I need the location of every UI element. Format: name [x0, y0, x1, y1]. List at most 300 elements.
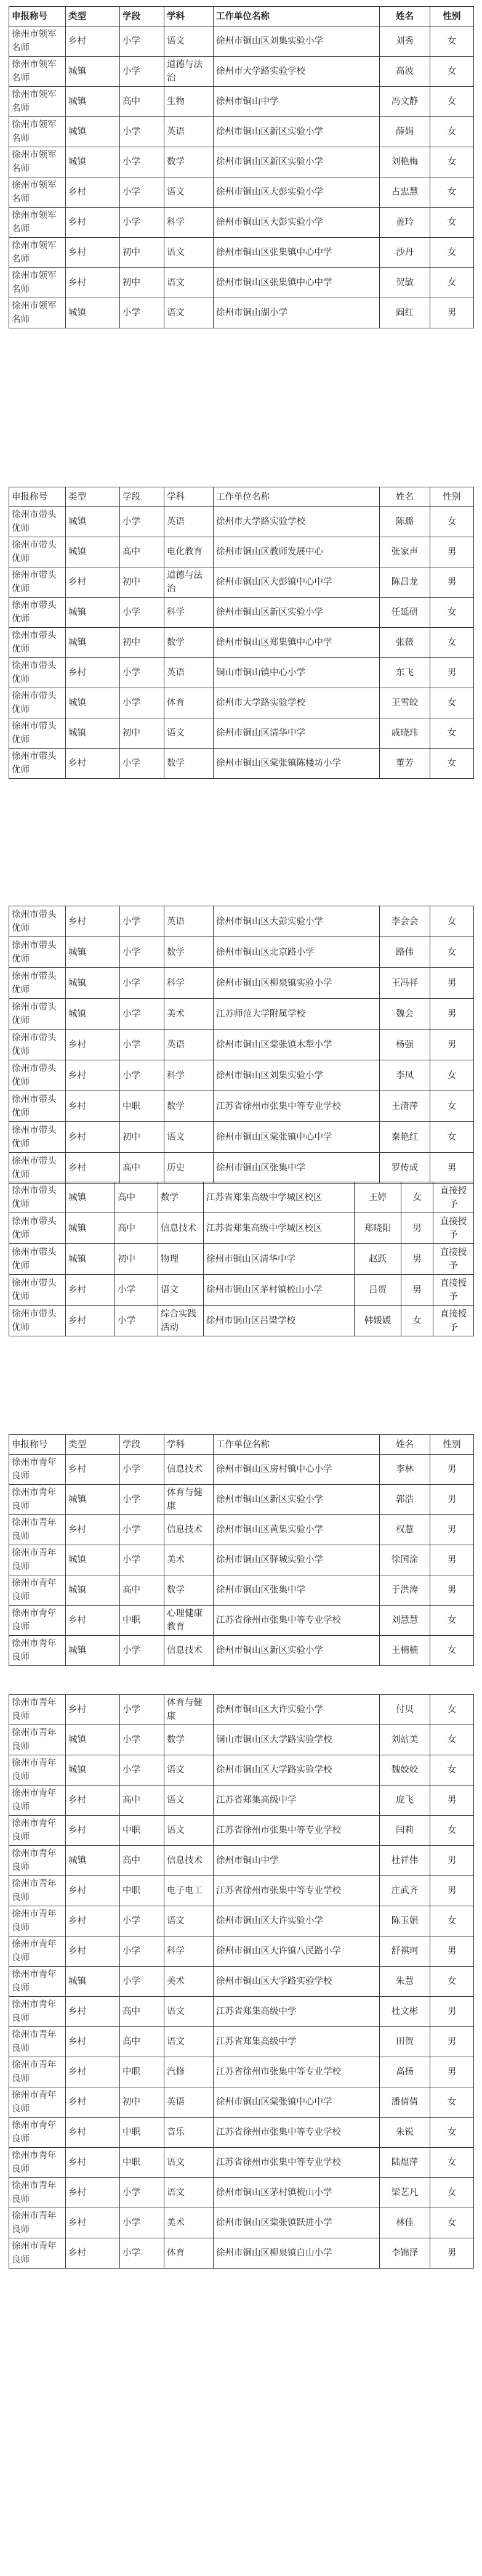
subject-cell: 语文: [164, 1786, 214, 1816]
table-row: [9, 1786, 474, 1816]
gender-cell: 女: [430, 1967, 474, 1997]
name-cell: 王婷: [355, 1182, 401, 1213]
type-cell: 乡村: [66, 2118, 120, 2148]
name-cell: 杜祥伟: [380, 1846, 430, 1876]
title-cell: 徐州市青年良师: [9, 1725, 66, 1755]
gender-cell: 女: [430, 2148, 474, 2178]
title-cell: 徐州市青年良师: [9, 1967, 66, 1997]
unit-cell: 徐州市铜山区北京路小学: [214, 937, 380, 968]
type-cell: 乡村: [66, 2208, 120, 2238]
stage-cell: 小学: [120, 1060, 164, 1091]
gender-cell: 女: [430, 2208, 474, 2238]
note-cell: 直接授予: [433, 1182, 474, 1213]
name-cell: 贺敏: [380, 268, 430, 298]
gender-cell: 男: [430, 658, 474, 688]
name-cell: 陆煜萍: [380, 2148, 430, 2178]
staff-table: [9, 487, 474, 779]
name-cell: 魏会: [380, 999, 430, 1030]
subject-cell: 生物: [164, 87, 214, 117]
unit-cell: 徐州市铜山区张集中学: [214, 1153, 380, 1184]
title-cell: 徐州市青年良师: [9, 1455, 66, 1485]
stage-cell: 小学: [120, 749, 164, 779]
title-cell: 徐州市带头优师: [9, 1091, 66, 1122]
unit-cell: 徐州市铜山区张集中学: [214, 1575, 380, 1606]
column-header: 类型: [66, 1435, 120, 1455]
name-cell: 于洪涛: [380, 1575, 430, 1606]
stage-cell: 小学: [120, 999, 164, 1030]
subject-cell: 数学: [164, 1725, 214, 1755]
name-cell: 冯文静: [380, 87, 430, 117]
type-cell: 乡村: [66, 1906, 120, 1936]
gender-cell: 男: [430, 1876, 474, 1906]
gender-cell: 女: [430, 1060, 474, 1091]
unit-cell: 徐州市铜山中学: [214, 87, 380, 117]
gender-cell: 女: [430, 177, 474, 208]
type-cell: 乡村: [66, 1153, 120, 1184]
gender-cell: 女: [430, 1695, 474, 1725]
name-cell: 占忠慧: [380, 177, 430, 208]
subject-cell: 科学: [164, 208, 214, 238]
table-row: [9, 1876, 474, 1906]
column-header: 工作单位名称: [214, 7, 380, 26]
column-header: 姓名: [380, 7, 430, 26]
name-cell: 梁艺凡: [380, 2178, 430, 2208]
type-cell: 乡村: [66, 2027, 120, 2057]
gender-cell: 男: [401, 1275, 433, 1306]
subject-cell: 电子电工: [164, 1876, 214, 1906]
table-row: [9, 87, 474, 117]
title-cell: 徐州市青年良师: [9, 1906, 66, 1936]
type-cell: 城镇: [66, 937, 120, 968]
stage-cell: 小学: [120, 1030, 164, 1060]
gender-cell: 女: [430, 906, 474, 937]
type-cell: 乡村: [66, 1936, 120, 1967]
gender-cell: 男: [430, 1485, 474, 1515]
gender-cell: 女: [430, 507, 474, 537]
unit-cell: 徐州市铜山湖小学: [214, 298, 380, 328]
subject-cell: 体育与健康: [164, 1695, 214, 1725]
header-row: [9, 1435, 474, 1455]
stage-cell: 初中: [120, 718, 164, 749]
column-header: 学科: [164, 487, 214, 507]
type-cell: 城镇: [66, 1725, 120, 1755]
name-cell: 陈玉娟: [380, 1906, 430, 1936]
name-cell: 盖玲: [380, 208, 430, 238]
title-cell: 徐州市带头优师: [9, 1306, 66, 1336]
title-cell: 徐州市带头优师: [9, 598, 66, 628]
unit-cell: 徐州市铜山区驿城实验小学: [214, 1545, 380, 1575]
name-cell: 高扬: [380, 2057, 430, 2087]
subject-cell: 体育与健康: [164, 1485, 214, 1515]
title-cell: 徐州市带头优师: [9, 567, 66, 598]
table-row: [9, 507, 474, 537]
header-row: [9, 7, 474, 26]
stage-cell: 初中: [120, 268, 164, 298]
subject-cell: 数学: [164, 1575, 214, 1606]
table-row: [9, 1606, 474, 1636]
table-row: [9, 1725, 474, 1755]
subject-cell: 英语: [164, 507, 214, 537]
stage-cell: 中职: [120, 2057, 164, 2087]
title-cell: 徐州市带头优师: [9, 906, 66, 937]
name-cell: 李会会: [380, 906, 430, 937]
stage-cell: 小学: [120, 658, 164, 688]
name-cell: 田贺: [380, 2027, 430, 2057]
name-cell: 王清萍: [380, 1091, 430, 1122]
table-row: [9, 1485, 474, 1515]
unit-cell: 徐州市铜山区大彭实验小学: [214, 208, 380, 238]
unit-cell: 江苏省徐州市张集中等专业学校: [214, 1876, 380, 1906]
stage-cell: 小学: [115, 1306, 158, 1336]
table-row: [9, 537, 474, 567]
table-row: [9, 1545, 474, 1575]
name-cell: 沙丹: [380, 238, 430, 268]
subject-cell: 美术: [164, 1545, 214, 1575]
stage-cell: 小学: [120, 1636, 164, 1666]
name-cell: 任延研: [380, 598, 430, 628]
gender-cell: 女: [430, 1636, 474, 1666]
stage-cell: 高中: [120, 2027, 164, 2057]
name-cell: 李锦泽: [380, 2238, 430, 2269]
title-cell: 徐州市带头优师: [9, 507, 66, 537]
subject-cell: 语文: [158, 1275, 204, 1306]
type-cell: 乡村: [66, 1816, 120, 1846]
subject-cell: 信息技术: [164, 1515, 214, 1545]
stage-cell: 小学: [115, 1275, 158, 1306]
gender-cell: 女: [430, 1122, 474, 1153]
subject-cell: 英语: [164, 1030, 214, 1060]
type-cell: 城镇: [66, 688, 120, 718]
subject-cell: 语文: [164, 1755, 214, 1786]
unit-cell: 徐州市铜山区清华中学: [204, 1244, 355, 1275]
name-cell: 刘站美: [380, 1725, 430, 1755]
stage-cell: 中职: [120, 1091, 164, 1122]
unit-cell: 徐州市大学路实验学校: [214, 507, 380, 537]
unit-cell: 徐州市铜山区柳泉镇白山小学: [214, 2238, 380, 2269]
table-row: [9, 1060, 474, 1091]
title-cell: 徐州市领军名师: [9, 238, 66, 268]
subject-cell: 汽修: [164, 2057, 214, 2087]
table-row: [9, 999, 474, 1030]
table-row: [9, 1213, 474, 1244]
type-cell: 城镇: [66, 1182, 115, 1213]
title-cell: 徐州市领军名师: [9, 208, 66, 238]
table-row: [9, 1091, 474, 1122]
title-cell: 徐州市青年良师: [9, 1876, 66, 1906]
column-header: 性别: [430, 7, 474, 26]
unit-cell: 徐州市铜山区棠张镇中心中学: [214, 1122, 380, 1153]
name-cell: 赵跃: [355, 1244, 401, 1275]
type-cell: 乡村: [66, 2148, 120, 2178]
subject-cell: 信息技术: [164, 1455, 214, 1485]
name-cell: 朱锐: [380, 2118, 430, 2148]
stage-cell: 小学: [120, 2238, 164, 2269]
gender-cell: 男: [430, 2027, 474, 2057]
subject-cell: 信息技术: [164, 1846, 214, 1876]
stage-cell: 小学: [120, 906, 164, 937]
name-cell: 刘秀: [380, 26, 430, 57]
header-row: [9, 487, 474, 507]
name-cell: 秦艳红: [380, 1122, 430, 1153]
title-cell: 徐州市青年良师: [9, 2087, 66, 2118]
name-cell: 陈昌龙: [380, 567, 430, 598]
stage-cell: 初中: [120, 238, 164, 268]
name-cell: 林佳: [380, 2208, 430, 2238]
subject-cell: 数学: [158, 1182, 204, 1213]
type-cell: 城镇: [66, 1846, 120, 1876]
gender-cell: 男: [430, 567, 474, 598]
stage-cell: 小学: [120, 208, 164, 238]
stage-cell: 小学: [120, 177, 164, 208]
gender-cell: 男: [430, 1545, 474, 1575]
stage-cell: 小学: [120, 1936, 164, 1967]
table-row: [9, 1846, 474, 1876]
title-cell: 徐州市青年良师: [9, 2148, 66, 2178]
unit-cell: 徐州市铜山区茅村镇梳山小学: [214, 2178, 380, 2208]
name-cell: 董芳: [380, 749, 430, 779]
subject-cell: 英语: [164, 658, 214, 688]
stage-cell: 小学: [120, 298, 164, 328]
table-row: [9, 147, 474, 177]
name-cell: 魏姣姣: [380, 1755, 430, 1786]
subject-cell: 语文: [164, 1997, 214, 2027]
name-cell: 韩媛媛: [355, 1306, 401, 1336]
title-cell: 徐州市青年良师: [9, 1786, 66, 1816]
title-cell: 徐州市带头优师: [9, 658, 66, 688]
subject-cell: 心理健康教育: [164, 1606, 214, 1636]
title-cell: 徐州市带头优师: [9, 1182, 66, 1213]
title-cell: 徐州市带头优师: [9, 1153, 66, 1184]
gender-cell: 女: [430, 1725, 474, 1755]
table-row: [9, 1967, 474, 1997]
stage-cell: 小学: [120, 117, 164, 147]
gender-cell: 男: [430, 968, 474, 999]
type-cell: 城镇: [66, 147, 120, 177]
table-row: [9, 117, 474, 147]
subject-cell: 数学: [164, 1091, 214, 1122]
type-cell: 乡村: [66, 1455, 120, 1485]
stage-cell: 高中: [120, 1575, 164, 1606]
title-cell: 徐州市带头优师: [9, 1060, 66, 1091]
table-row: [9, 598, 474, 628]
unit-cell: 徐州市铜山区吕梁学校: [204, 1306, 355, 1336]
gender-cell: 女: [430, 749, 474, 779]
table-row: [9, 208, 474, 238]
name-cell: 庞飞: [380, 1786, 430, 1816]
table-row: [9, 1936, 474, 1967]
gender-cell: 女: [430, 1606, 474, 1636]
unit-cell: 江苏省徐州市张集中等专业学校: [214, 2118, 380, 2148]
unit-cell: 徐州市铜山区清华中学: [214, 718, 380, 749]
gender-cell: 女: [430, 147, 474, 177]
unit-cell: 铜山市铜山镇中心小学: [214, 658, 380, 688]
stage-cell: 高中: [120, 1846, 164, 1876]
table-row: [9, 2238, 474, 2269]
stage-cell: 中职: [120, 2118, 164, 2148]
table-row: [9, 2148, 474, 2178]
table-row: [9, 1816, 474, 1846]
table-row: [9, 268, 474, 298]
type-cell: 乡村: [66, 2087, 120, 2118]
type-cell: 城镇: [66, 1755, 120, 1786]
unit-cell: 徐州市铜山区房村镇中心小学: [214, 1455, 380, 1485]
type-cell: 乡村: [66, 26, 120, 57]
table-row: [9, 1755, 474, 1786]
name-cell: 权慧: [380, 1515, 430, 1545]
subject-cell: 信息技术: [158, 1213, 204, 1244]
title-cell: 徐州市青年良师: [9, 1545, 66, 1575]
type-cell: 城镇: [66, 57, 120, 87]
type-cell: 乡村: [66, 1091, 120, 1122]
gender-cell: 女: [401, 1182, 433, 1213]
gender-cell: 女: [401, 1306, 433, 1336]
gender-cell: 女: [430, 2118, 474, 2148]
type-cell: 乡村: [66, 567, 120, 598]
unit-cell: 江苏省郑集高级中学: [214, 2027, 380, 2057]
column-header: 学段: [120, 487, 164, 507]
subject-cell: 美术: [164, 999, 214, 1030]
column-header: 申报称号: [9, 1435, 66, 1455]
table-row: [9, 2118, 474, 2148]
name-cell: 徐国涂: [380, 1545, 430, 1575]
subject-cell: 数学: [164, 937, 214, 968]
table-row: [9, 1515, 474, 1545]
gender-cell: 男: [430, 1786, 474, 1816]
type-cell: 乡村: [66, 658, 120, 688]
title-cell: 徐州市带头优师: [9, 937, 66, 968]
gender-cell: 女: [430, 117, 474, 147]
subject-cell: 信息技术: [164, 1636, 214, 1666]
stage-cell: 小学: [120, 1455, 164, 1485]
gender-cell: 女: [430, 238, 474, 268]
name-cell: 王雪皎: [380, 688, 430, 718]
stage-cell: 初中: [120, 1122, 164, 1153]
table-row: [9, 906, 474, 937]
column-header: 学科: [164, 1435, 214, 1455]
table-row: [9, 567, 474, 598]
table-row: [9, 688, 474, 718]
stage-cell: 高中: [115, 1182, 158, 1213]
gender-cell: 女: [430, 937, 474, 968]
type-cell: 城镇: [66, 598, 120, 628]
unit-cell: 徐州市铜山区新区实验小学: [214, 1636, 380, 1666]
table-row: [9, 1455, 474, 1485]
stage-cell: 初中: [120, 2087, 164, 2118]
subject-cell: 美术: [164, 1967, 214, 1997]
unit-cell: 徐州市铜山区大学路实验学校: [214, 1755, 380, 1786]
title-cell: 徐州市青年良师: [9, 1816, 66, 1846]
subject-cell: 英语: [164, 117, 214, 147]
note-cell: 直接授予: [433, 1213, 474, 1244]
column-header: 学段: [120, 7, 164, 26]
gender-cell: 女: [430, 57, 474, 87]
unit-cell: 江苏省郑集高级中学: [214, 1786, 380, 1816]
unit-cell: 徐州市铜山区新区实验小学: [214, 147, 380, 177]
subject-cell: 语文: [164, 2178, 214, 2208]
subject-cell: 语文: [164, 1122, 214, 1153]
stage-cell: 小学: [120, 1967, 164, 1997]
subject-cell: 科学: [164, 1060, 214, 1091]
gender-cell: 男: [401, 1244, 433, 1275]
table-row: [9, 658, 474, 688]
subject-cell: 体育: [164, 688, 214, 718]
unit-cell: 徐州市铜山区教师发展中心: [214, 537, 380, 567]
name-cell: 张家声: [380, 537, 430, 567]
table-row: [9, 1030, 474, 1060]
stage-cell: 小学: [120, 1485, 164, 1515]
type-cell: 乡村: [66, 1786, 120, 1816]
name-cell: 薛娟: [380, 117, 430, 147]
column-header: 性别: [430, 487, 474, 507]
table-row: [9, 937, 474, 968]
type-cell: 乡村: [66, 1997, 120, 2027]
type-cell: 乡村: [66, 1306, 115, 1336]
title-cell: 徐州市领军名师: [9, 57, 66, 87]
stage-cell: 小学: [120, 937, 164, 968]
unit-cell: 徐州市铜山区刘集实验小学: [214, 26, 380, 57]
type-cell: 城镇: [66, 628, 120, 658]
gender-cell: 女: [430, 628, 474, 658]
type-cell: 乡村: [66, 2238, 120, 2269]
stage-cell: 小学: [120, 968, 164, 999]
stage-cell: 高中: [120, 1786, 164, 1816]
table-row: [9, 2178, 474, 2208]
name-cell: 刘慧慧: [380, 1606, 430, 1636]
unit-cell: 江苏省徐州市张集中等专业学校: [214, 1816, 380, 1846]
staff-table: [9, 1694, 474, 2269]
note-cell: 直接授予: [433, 1306, 474, 1336]
subject-cell: 物理: [158, 1244, 204, 1275]
gender-cell: 男: [430, 537, 474, 567]
subject-cell: 数学: [164, 749, 214, 779]
unit-cell: 徐州市铜山区黄集实验小学: [214, 1515, 380, 1545]
subject-cell: 历史: [164, 1153, 214, 1184]
subject-cell: 数学: [164, 628, 214, 658]
unit-cell: 徐州市铜山区张集镇中心中学: [214, 268, 380, 298]
type-cell: 乡村: [66, 2057, 120, 2087]
name-cell: 李林: [380, 1455, 430, 1485]
column-header: 类型: [66, 7, 120, 26]
gender-cell: 女: [430, 688, 474, 718]
title-cell: 徐州市带头优师: [9, 968, 66, 999]
table-row: [9, 1244, 474, 1275]
name-cell: 罗传成: [380, 1153, 430, 1184]
table-row: [9, 1906, 474, 1936]
note-cell: 直接授予: [433, 1244, 474, 1275]
unit-cell: 徐州市铜山区大许实验小学: [214, 1695, 380, 1725]
name-cell: 吕贺: [355, 1275, 401, 1306]
title-cell: 徐州市青年良师: [9, 1846, 66, 1876]
type-cell: 城镇: [66, 87, 120, 117]
subject-cell: 科学: [164, 968, 214, 999]
stage-cell: 小学: [120, 57, 164, 87]
gender-cell: 女: [430, 208, 474, 238]
subject-cell: 语文: [164, 1816, 214, 1846]
subject-cell: 英语: [164, 906, 214, 937]
unit-cell: 江苏省徐州市张集中等专业学校: [214, 2057, 380, 2087]
type-cell: 乡村: [66, 1876, 120, 1906]
subject-cell: 英语: [164, 2087, 214, 2118]
subject-cell: 道德与法治: [164, 57, 214, 87]
subject-cell: 语文: [164, 298, 214, 328]
name-cell: 杨强: [380, 1030, 430, 1060]
table-row: [9, 968, 474, 999]
column-header: 工作单位名称: [214, 1435, 380, 1455]
staff-table: [9, 1434, 474, 1666]
type-cell: 城镇: [66, 968, 120, 999]
stage-cell: 中职: [120, 1606, 164, 1636]
stage-cell: 高中: [120, 1997, 164, 2027]
